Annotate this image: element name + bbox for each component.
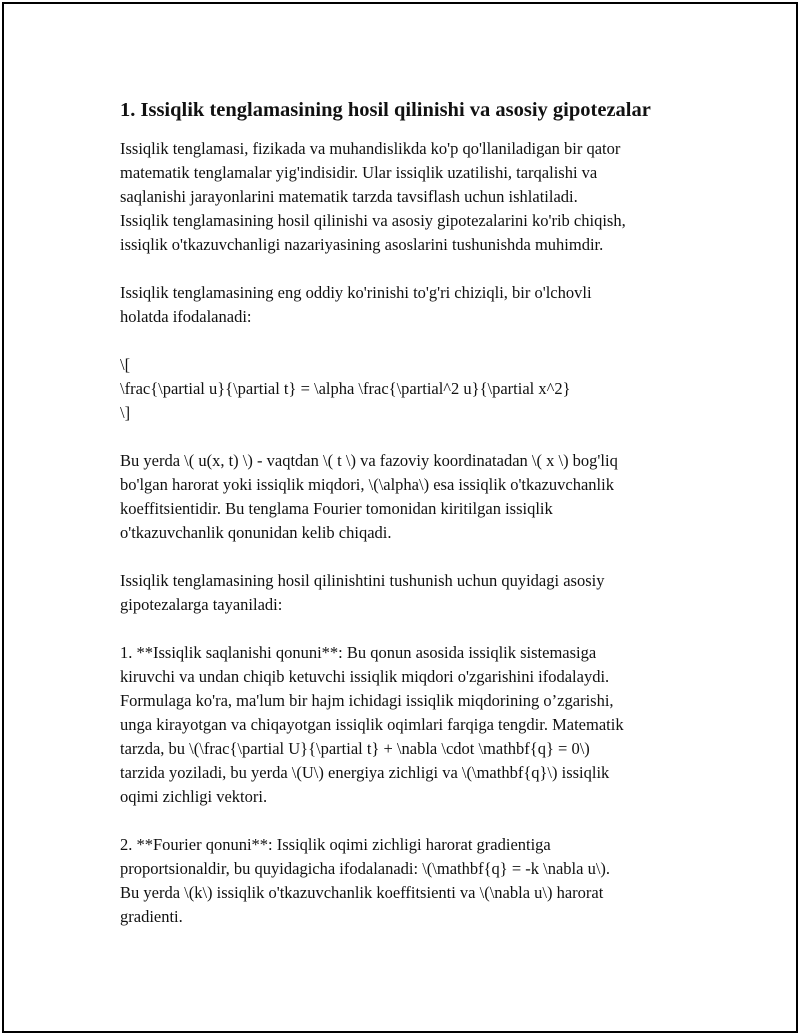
section-heading: 1. Issiqlik tenglamasining hosil qilinishi va asosiy gipotezalar (120, 99, 651, 121)
variables-explanation-paragraph: Bu yerda \( u(x, t) \) - vaqtdan \( t \) va fazoviy koordinatadan \( x \) bog'liq bo'lgan harorat yoki issiqlik miqdori, \(\alpha\) esa issiqlik o'tkazuvchanlik koeffitsientidir. Bu tenglama Fourier tomonidan kiritilgan issiqlik o'tkazuvchanlik qonunidan kelib chiqadi. (120, 451, 618, 542)
hypotheses-intro-paragraph: Issiqlik tenglamasining hosil qilinishtini tushunish uchun quyidagi asosiy gipotezalarga tayaniladi: (120, 571, 605, 614)
document-body (120, 96, 700, 953)
document-page (2, 2, 798, 1033)
equation-intro-paragraph: Issiqlik tenglamasining eng oddiy ko'rinishi to'g'ri chiziqli, bir o'lchovli holatda ifodalanadi: (120, 283, 592, 326)
hypothesis-item-2: 2. **Fourier qonuni**: Issiqlik oqimi zichligi harorat gradientiga proportsionaldir, bu quyidagicha ifodalanadi: \(\mathbf{q} = -k \nabla u\). Bu yerda \(k\) issiqlik o'tkazuvchanlik koeffitsienti va \(\nabla u\) harorat gradienti. (120, 835, 611, 926)
heat-equation-formula: \[ \frac{\partial u}{\partial t} = \alpha \frac{\partial^2 u}{\partial x^2} \] (120, 355, 571, 422)
hypothesis-item-1: 1. **Issiqlik saqlanishi qonuni**: Bu qonun asosida issiqlik sistemasiga kiruvchi va undan chiqib ketuvchi issiqlik miqdori o'zgarishini ifodalaydi. Formulaga ko'ra, ma'lum bir hajm ichidagi issiqlik miqdorining o’zgarishi, unga kirayotgan va chiqayotgan issiqlik oqimlari farqiga tengdir. Matematik tarzda, bu \(\frac{\partial U}{\partial t} + \nabla \cdot \mathbf{q} = 0\) tarzida yoziladi, bu yerda \(U\) energiya zichligi va \(\mathbf{q}\) issiqlik oqimi zichligi vektori. (120, 643, 624, 806)
intro-paragraph: Issiqlik tenglamasi, fizikada va muhandislikda ko'p qo'llaniladigan bir qator matematik tenglamalar yig'indisidir. Ular issiqlik uzatilishi, tarqalishi va saqlanishi jarayonlarini matematik tarzda tavsiflash uchun ishlatiladi. Issiqlik tenglamasining hosil qilinishi va asosiy gipotezalarini ko'rib chiqish, issiqlik o'tkazuvchanligi nazariyasining asoslarini tushunishda muhimdir. (120, 139, 626, 254)
